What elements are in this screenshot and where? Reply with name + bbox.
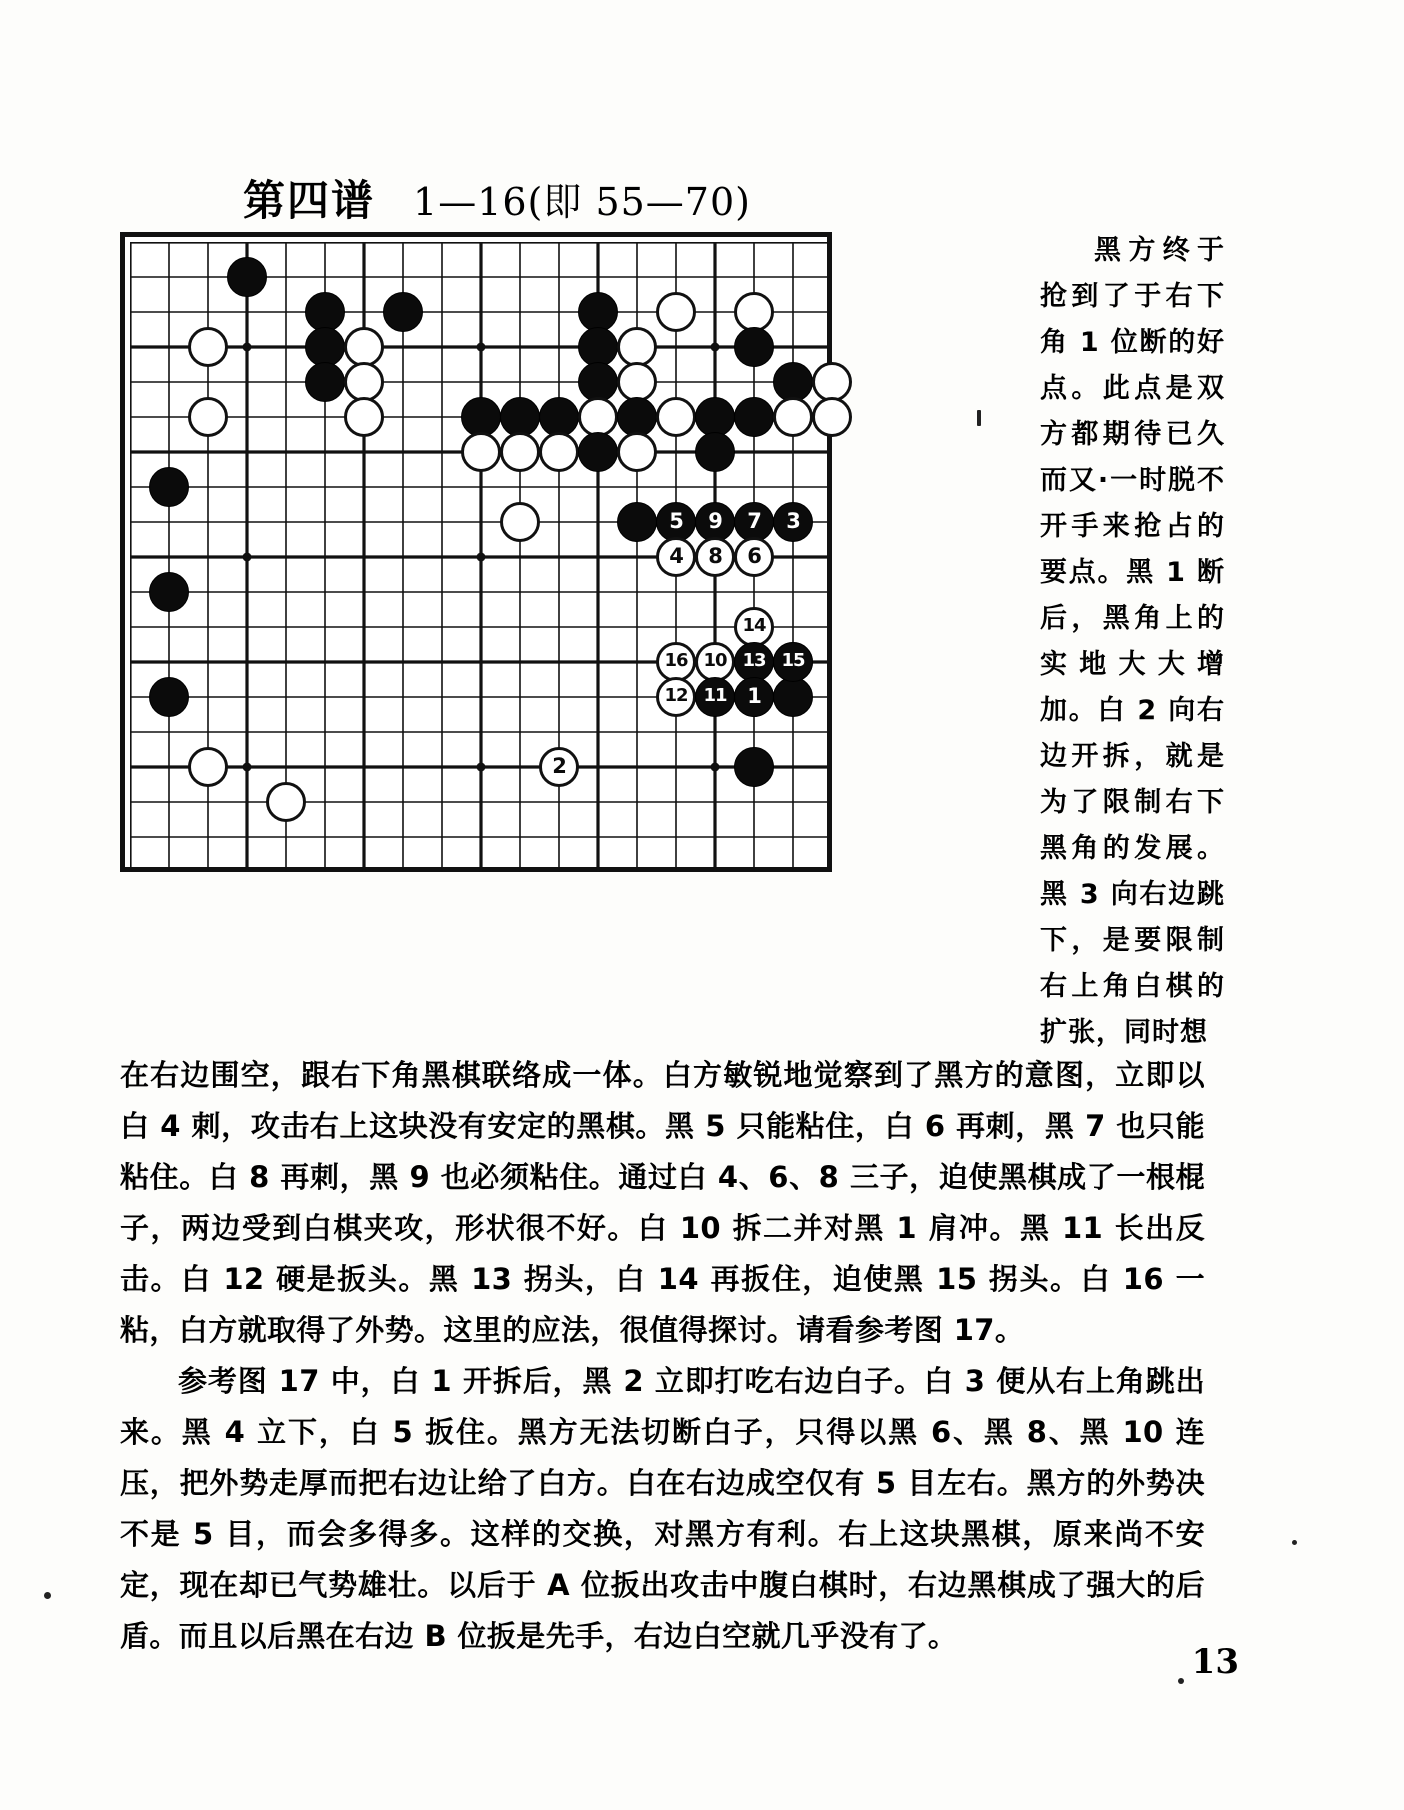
numbered-stone-6 <box>734 537 774 577</box>
numbered-stone-8 <box>695 537 735 577</box>
numbered-stone-3 <box>773 502 813 542</box>
numbered-stone-13 <box>734 642 774 682</box>
board-grid-area <box>130 242 822 862</box>
black-stone <box>149 467 189 507</box>
stone-number: 11 <box>703 685 727 706</box>
black-stone <box>383 292 423 332</box>
white-stone <box>344 397 384 437</box>
numbered-stone-2 <box>539 747 579 787</box>
numbered-stone-1 <box>734 677 774 717</box>
numbered-stone-10 <box>695 642 735 682</box>
white-stone <box>617 362 657 402</box>
black-stone <box>305 292 345 332</box>
white-stone <box>812 362 852 402</box>
black-stone <box>695 397 735 437</box>
black-stone <box>578 327 618 367</box>
white-stone <box>461 432 501 472</box>
black-stone <box>305 362 345 402</box>
black-stone <box>695 432 735 472</box>
white-stone <box>773 397 813 437</box>
body-text-block <box>120 1050 1205 1662</box>
black-stone <box>578 362 618 402</box>
black-stone <box>305 327 345 367</box>
go-board-diagram <box>120 232 832 872</box>
black-stone <box>617 397 657 437</box>
white-stone <box>656 397 696 437</box>
white-stone <box>812 397 852 437</box>
black-stone <box>734 327 774 367</box>
black-stone <box>149 677 189 717</box>
stone-number: 7 <box>747 508 761 533</box>
black-stone <box>500 397 540 437</box>
black-stone <box>578 432 618 472</box>
stone-number: 1 <box>747 683 761 708</box>
body-paragraph-2-text: 17 中，白 1 开拆后，黑 2 立即打吃右边白子。白 3 便从右上角跳出来。黑 4 立下，白 5 扳住。黑方无法切断白子，只得以黑 6、黑 8、黑 10 连压，把外势走厚而把右边让给了白方。白在右边成空仅有 5 目左右。黑方的外势决不是 5 目，而会多得多。这样的交换，对黑方有利。右上这块黑棋，原来尚不安定，现在却已气势雄壮。以后于 A 位扳出攻击中腹白棋时，右边黑棋成了强大的后盾。而且以后黑在右边 B 位扳是先手，右边白空就几乎没有了。 <box>120 1364 1205 1653</box>
stone-number: 10 <box>703 650 727 671</box>
black-stone <box>617 502 657 542</box>
stone-number: 13 <box>742 650 766 671</box>
diagram-title-main: 第四谱 <box>243 176 376 225</box>
numbered-stone-11 <box>695 677 735 717</box>
scan-speck <box>44 1592 51 1599</box>
stone-number: 14 <box>742 615 766 636</box>
numbered-stone-5 <box>656 502 696 542</box>
white-stone <box>344 327 384 367</box>
white-stone <box>734 292 774 332</box>
black-stone <box>734 747 774 787</box>
black-stone <box>149 572 189 612</box>
stone-number: 5 <box>669 508 683 533</box>
white-stone <box>188 327 228 367</box>
white-stone <box>500 432 540 472</box>
black-stone <box>227 257 267 297</box>
board-border <box>120 232 832 872</box>
black-stone <box>773 362 813 402</box>
diagram-title-moves: 1—16(即 55—70) <box>413 180 751 224</box>
white-stone <box>344 362 384 402</box>
white-stone <box>266 782 306 822</box>
white-stone <box>500 502 540 542</box>
side-commentary: 黑方终于抢到了于右下角 1 位断的好点。此点是双方都期待已久而又·一时脱不开手来抢占的要点。黑 1 断后，黑角上的实地大大增加。白 2 向右边开拆，就是为了限制右下黑角的发展。黑 3 向右边跳下，是要限制右上角白棋的扩张，同时想 <box>1040 235 1225 1048</box>
white-stone <box>617 432 657 472</box>
stone-number: 3 <box>786 508 800 533</box>
numbered-stone-9 <box>695 502 735 542</box>
black-stone <box>461 397 501 437</box>
scan-speck <box>977 410 981 426</box>
numbered-stone-4 <box>656 537 696 577</box>
numbered-stone-16 <box>656 642 696 682</box>
white-stone <box>188 397 228 437</box>
black-stone <box>734 397 774 437</box>
stone-number: 8 <box>708 543 722 568</box>
black-stone <box>539 397 579 437</box>
white-stone <box>617 327 657 367</box>
page-number: 13 <box>1191 1642 1239 1682</box>
black-stone <box>578 292 618 332</box>
stone-number: 2 <box>552 753 566 778</box>
stone-number: 6 <box>747 543 761 568</box>
white-stone <box>578 397 618 437</box>
numbered-stone-7 <box>734 502 774 542</box>
stone-number: 12 <box>664 685 688 706</box>
reference-figure-label: 参考图 <box>178 1364 268 1398</box>
body-paragraph-2 <box>120 1356 1205 1662</box>
stone-number: 9 <box>708 508 722 533</box>
numbered-stone-14 <box>734 607 774 647</box>
diagram-title <box>243 168 751 228</box>
white-stone <box>188 747 228 787</box>
scan-speck <box>1292 1540 1297 1545</box>
black-stone <box>773 677 813 717</box>
stone-number: 4 <box>669 543 683 568</box>
stone-number: 15 <box>781 650 805 671</box>
white-stone <box>539 432 579 472</box>
white-stone <box>656 292 696 332</box>
body-paragraph-1: 在右边围空，跟右下角黑棋联络成一体。白方敏锐地觉察到了黑方的意图，立即以白 4 刺，攻击右上这块没有安定的黑棋。黑 5 只能粘住，白 6 再刺，黑 7 也只能粘住。白 8 再刺，黑 9 也必须粘住。通过白 4、6、8 三子，迫使黑棋成了一根棍子，两边受到白棋夹攻，形状很不好。白 10 拆二并对黑 1 肩冲。黑 11 长出反击。白 12 硬是扳头。黑 13 拐头，白 14 再扳住，迫使黑 15 拐头。白 16 一粘，白方就取得了外势。这里的应法，很值得探讨。请看参考图 17。 <box>120 1058 1205 1347</box>
numbered-stone-15 <box>773 642 813 682</box>
stone-number: 16 <box>664 650 688 671</box>
scan-speck <box>1178 1678 1184 1684</box>
numbered-stone-12 <box>656 677 696 717</box>
